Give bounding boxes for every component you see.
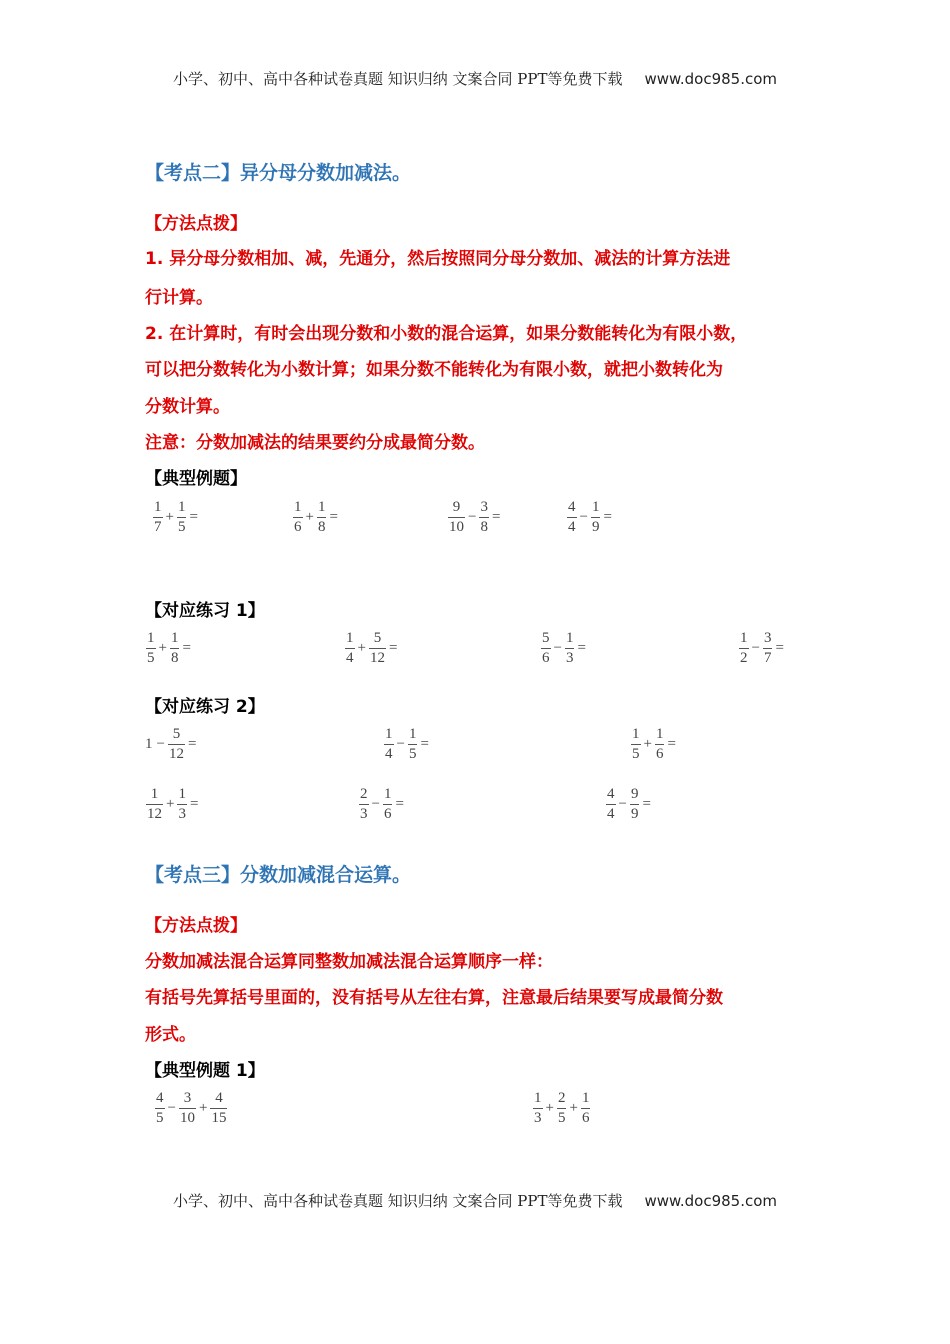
fraction: $\frac{3}{7}$ — [763, 630, 772, 666]
section2-line: 1. 异分母分数相加、减，先通分，然后按照同分母分数加、减法的计算方法进 — [145, 249, 731, 269]
section2-example-heading: 【典型例题】 — [145, 469, 247, 489]
example-expression: $\frac{1}{7}$ + $\frac{1}{5}$ = — [154, 499, 198, 535]
fraction: $\frac{4}{4}$ — [607, 786, 615, 822]
practice1-expression: $\frac{1}{5}$ + $\frac{1}{8}$ = — [147, 630, 191, 666]
fraction: $\frac{1}{3}$ — [534, 1090, 542, 1126]
practice1-expression: $\frac{1}{4}$ + $\frac{5}{12}$ = — [346, 630, 398, 666]
fraction: $\frac{1}{8}$ — [170, 630, 179, 666]
section2-line: 2. 在计算时，有时会出现分数和小数的混合运算，如果分数能转化为有限小数， — [145, 324, 748, 344]
example-expression: $\frac{9}{10}$ − $\frac{3}{8}$ = — [449, 499, 501, 535]
fraction: $\frac{1}{4}$ — [385, 726, 393, 762]
section2-note: 注意：分数加减法的结果要约分成最简分数。 — [145, 433, 485, 453]
fraction: $\frac{1}{5}$ — [177, 499, 186, 535]
fraction: $\frac{1}{6}$ — [383, 786, 392, 822]
section3-line: 形式。 — [145, 1025, 196, 1045]
example-expression: $\frac{4}{4}$ − $\frac{1}{9}$ = — [568, 499, 612, 535]
practice2-expression: 1 − $\frac{5}{12}$ = — [145, 726, 197, 762]
page-header — [0, 68, 950, 89]
footer-text: 小学、初中、高中各种试卷真题 知识归纳 文案合同 PPT等免费下载 — [172, 1192, 623, 1210]
fraction: $\frac{1}{3}$ — [565, 630, 574, 666]
fraction: $\frac{1}{6}$ — [655, 726, 664, 762]
fraction: $\frac{1}{5}$ — [408, 726, 417, 762]
fraction: $\frac{4}{4}$ — [568, 499, 576, 535]
fraction: $\frac{1}{4}$ — [346, 630, 354, 666]
section2-line: 行计算。 — [145, 288, 213, 308]
practice2-expression: $\frac{1}{4}$ − $\frac{1}{5}$ = — [385, 726, 429, 762]
section2-title: 【考点二】异分母分数加减法。 — [145, 162, 412, 184]
example-expression: $\frac{1}{6}$ + $\frac{1}{8}$ = — [294, 499, 338, 535]
fraction: $\frac{1}{5}$ — [147, 630, 155, 666]
section3-example-expression: $\frac{1}{3}$ + $\frac{2}{5}$ + $\frac{1}{6}$ — [534, 1090, 590, 1126]
fraction: $\frac{1}{6}$ — [294, 499, 302, 535]
practice2-expression: $\frac{2}{3}$ − $\frac{1}{6}$ = — [360, 786, 404, 822]
section2-method-heading: 【方法点拨】 — [145, 214, 247, 234]
fraction: $\frac{1}{5}$ — [632, 726, 640, 762]
fraction: $\frac{1}{2}$ — [740, 630, 748, 666]
header-text: 小学、初中、高中各种试卷真题 知识归纳 文案合同 PPT等免费下载 — [172, 70, 623, 88]
section2-line: 分数计算。 — [145, 397, 230, 417]
section2-line: 可以把分数转化为小数计算；如果分数不能转化为有限小数，就把小数转化为 — [145, 360, 723, 380]
practice1-expression: $\frac{1}{2}$ − $\frac{3}{7}$ = — [740, 630, 784, 666]
fraction: $\frac{4}{5}$ — [156, 1090, 164, 1126]
fraction: $\frac{5}{12}$ — [369, 630, 385, 666]
page-footer — [0, 1190, 950, 1211]
section3-title: 【考点三】分数加减混合运算。 — [145, 864, 412, 886]
fraction: $\frac{1}{6}$ — [581, 1090, 590, 1126]
fraction: $\frac{1}{3}$ — [178, 786, 186, 822]
fraction: $\frac{2}{5}$ — [557, 1090, 566, 1126]
fraction: $\frac{5}{12}$ — [168, 726, 184, 762]
practice1-heading: 【对应练习 1】 — [145, 601, 265, 621]
section3-example-expression: $\frac{4}{5}$ − $\frac{3}{10}$ + $\frac{4}{15}$ — [156, 1090, 227, 1126]
section3-method-heading: 【方法点拨】 — [145, 916, 247, 936]
section3-example-heading: 【典型例题 1】 — [145, 1061, 265, 1081]
header-url[interactable]: www.doc985.com — [644, 70, 778, 88]
footer-url[interactable]: www.doc985.com — [644, 1192, 778, 1210]
fraction: $\frac{3}{8}$ — [480, 499, 488, 535]
fraction: $\frac{5}{6}$ — [542, 630, 550, 666]
fraction: $\frac{1}{7}$ — [154, 499, 162, 535]
practice2-expression: $\frac{4}{4}$ − $\frac{9}{9}$ = — [607, 786, 651, 822]
fraction: $\frac{1}{12}$ — [147, 786, 162, 822]
fraction: $\frac{4}{15}$ — [211, 1090, 227, 1126]
fraction: $\frac{2}{3}$ — [360, 786, 368, 822]
practice1-expression: $\frac{5}{6}$ − $\frac{1}{3}$ = — [542, 630, 586, 666]
practice2-heading: 【对应练习 2】 — [145, 697, 265, 717]
fraction: $\frac{1}{9}$ — [591, 499, 600, 535]
fraction: $\frac{9}{9}$ — [630, 786, 639, 822]
practice2-expression: $\frac{1}{5}$ + $\frac{1}{6}$ = — [632, 726, 676, 762]
fraction: $\frac{1}{8}$ — [317, 499, 326, 535]
section3-line: 分数加减法混合运算同整数加减法混合运算顺序一样： — [145, 952, 553, 972]
practice2-expression: $\frac{1}{12}$ + $\frac{1}{3}$ = — [147, 786, 199, 822]
fraction: $\frac{3}{10}$ — [179, 1090, 195, 1126]
section3-line: 有括号先算括号里面的，没有括号从左往右算，注意最后结果要写成最简分数 — [145, 988, 723, 1008]
fraction: $\frac{9}{10}$ — [449, 499, 464, 535]
